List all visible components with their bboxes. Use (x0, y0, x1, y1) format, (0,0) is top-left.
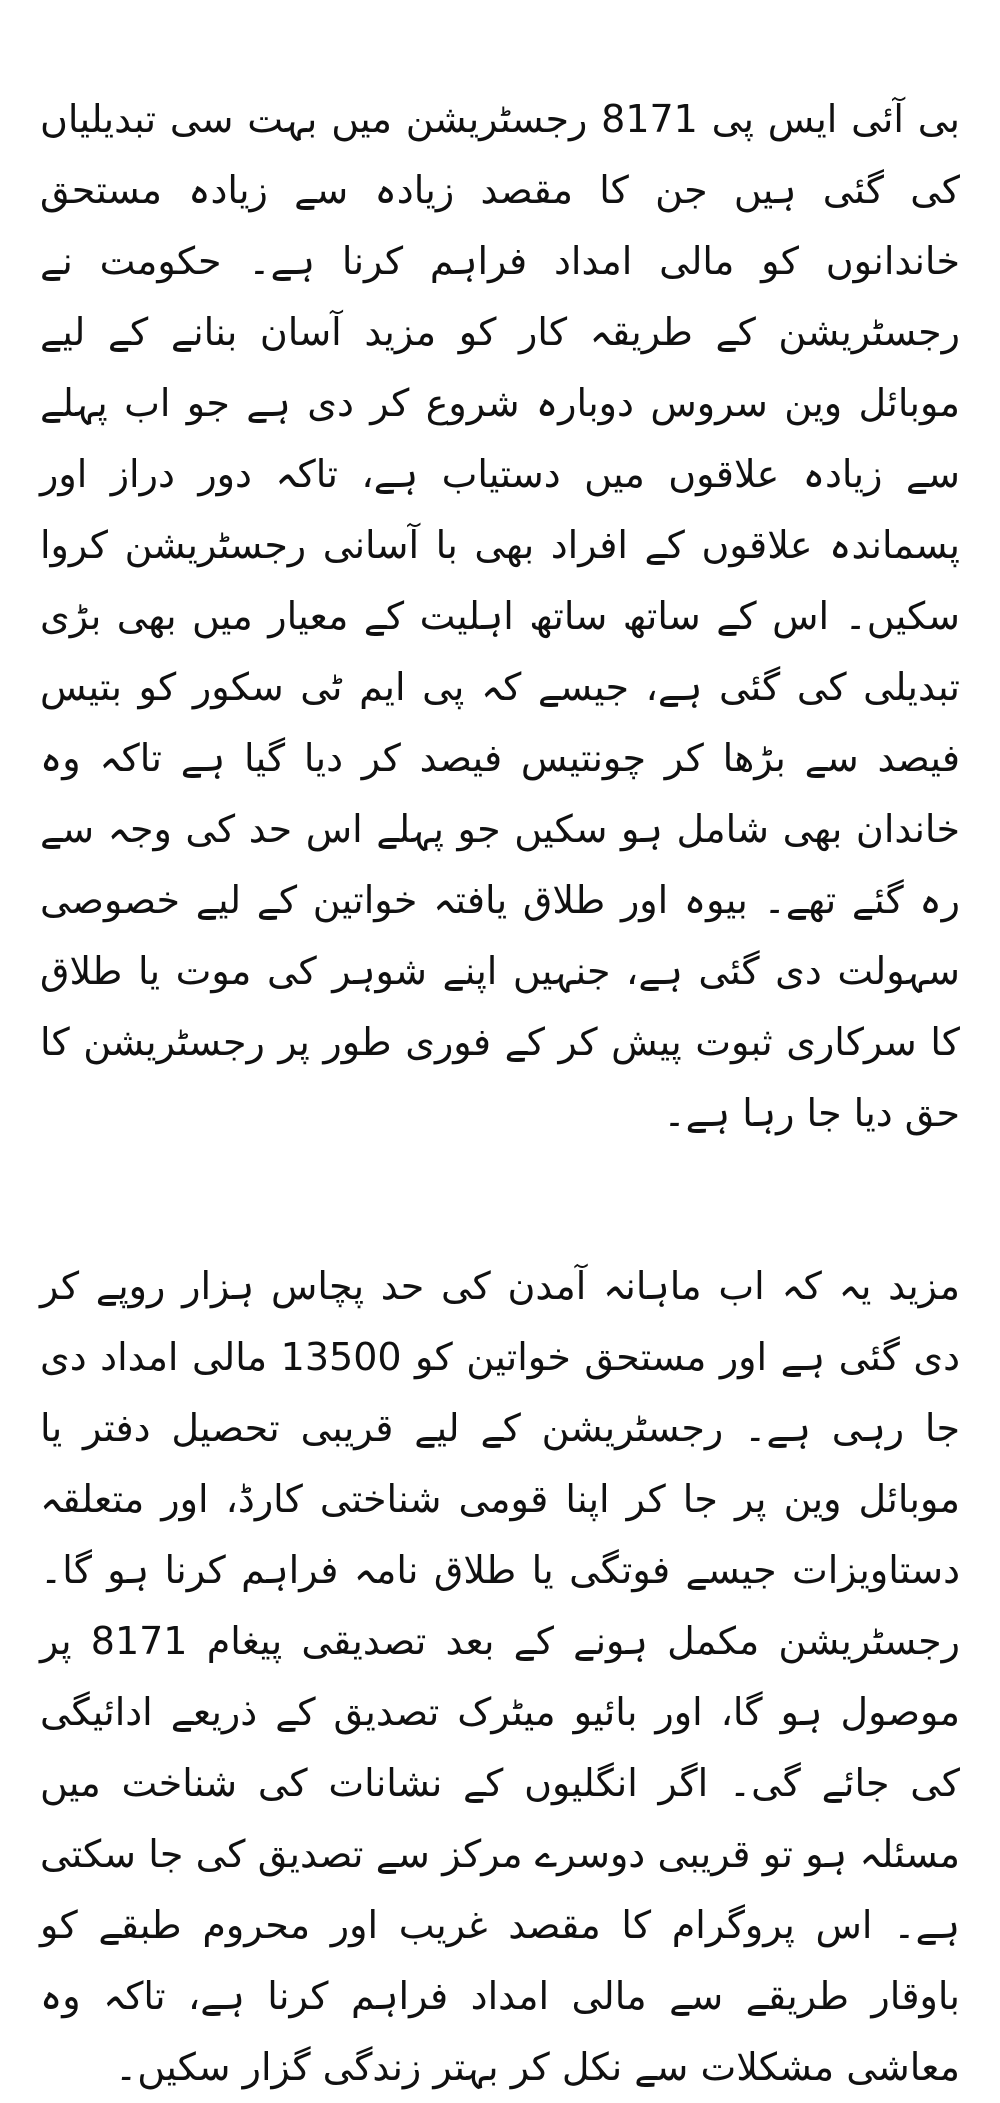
article-body (40, 84, 960, 2103)
paragraph-bisp-registration-changes: بی آئی ایس پی 8171 رجسٹریشن میں بہت سی تبدیلیاں کی گئی ہیں جن کا مقصد زیادہ سے زیادہ مستحق خاندانوں کو مالی امداد فراہم کرنا ہے۔ حکومت نے رجسٹریشن کے طریقہ کار کو مزید آسان بنانے کے لیے موبائل وین سروس دوبارہ شروع کر دی ہے جو اب پہلے سے زیادہ علاقوں میں دستیاب ہے، تاکہ دور دراز اور پسماندہ علاقوں کے افراد بھی با آسانی رجسٹریشن کروا سکیں۔ اس کے ساتھ ساتھ اہلیت کے معیار میں بھی بڑی تبدیلی کی گئی ہے، جیسے کہ پی ایم ٹی سکور کو بتیس فیصد سے بڑھا کر چونتیس فیصد کر دیا گیا ہے تاکہ وہ خاندان بھی شامل ہو سکیں جو پہلے اس حد کی وجہ سے رہ گئے تھے۔ بیوہ اور طلاق یافتہ خواتین کے لیے خصوصی سہولت دی گئی ہے، جنہیں اپنے شوہر کی موت یا طلاق کا سرکاری ثبوت پیش کر کے فوری طور پر رجسٹریشن کا حق دیا جا رہا ہے۔ (40, 97, 961, 1135)
paragraph-income-limit-and-process: مزید یہ کہ اب ماہانہ آمدن کی حد پچاس ہزار روپے کر دی گئی ہے اور مستحق خواتین کو 13500 مالی امداد دی جا رہی ہے۔ رجسٹریشن کے لیے قریبی تحصیل دفتر یا موبائل وین پر جا کر اپنا قومی شناختی کارڈ، اور متعلقہ دستاویزات جیسے فوتگی یا طلاق نامہ فراہم کرنا ہو گا۔ رجسٹریشن مکمل ہونے کے بعد تصدیقی پیغام 8171 پر موصول ہو گا، اور بائیو میٹرک تصدیق کے ذریعے ادائیگی کی جائے گی۔ اگر انگلیوں کے نشانات کی شناخت میں مسئلہ ہو تو قریبی دوسرے مرکز سے تصدیق کی جا سکتی ہے۔ اس پروگرام کا مقصد غریب اور محروم طبقے کو باوقار طریقے سے مالی امداد فراہم کرنا ہے، تاکہ وہ معاشی مشکلات سے نکل کر بہتر زندگی گزار سکیں۔ (40, 1264, 961, 2089)
